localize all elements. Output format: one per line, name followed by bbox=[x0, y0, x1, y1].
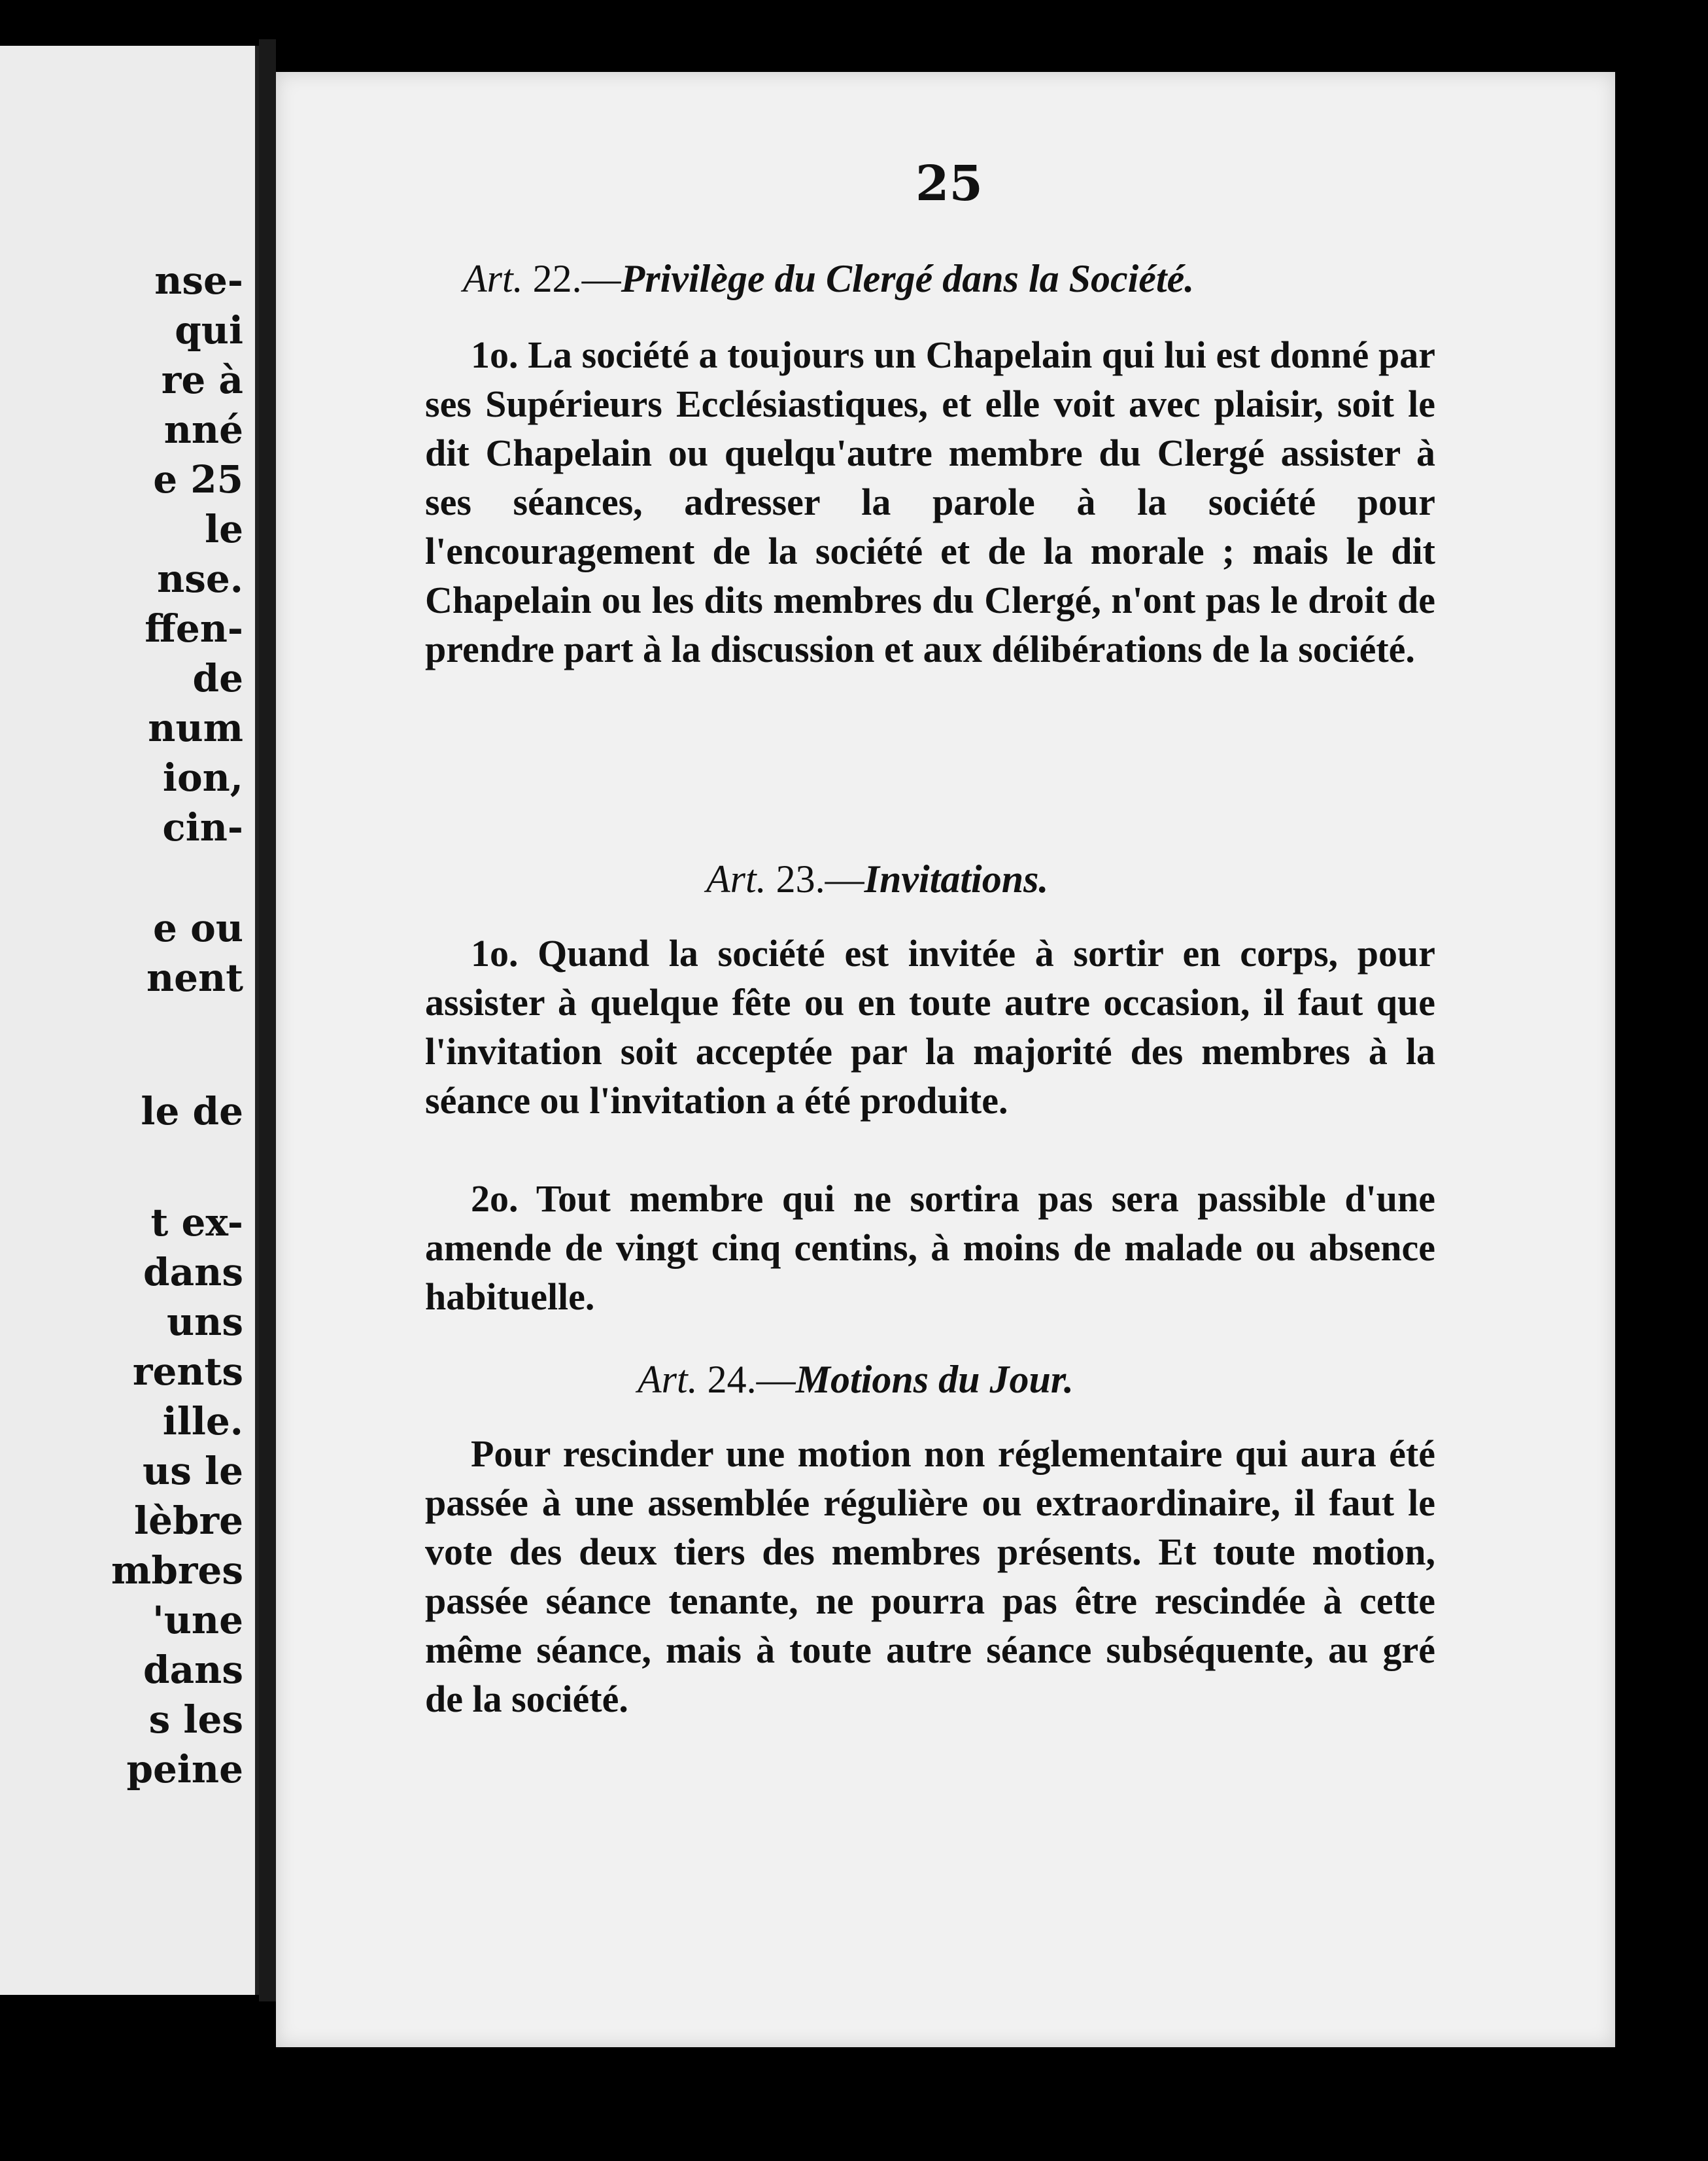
left-page-line: dans bbox=[143, 1250, 243, 1294]
article-label: Art. bbox=[638, 1358, 698, 1401]
left-page-line: rents bbox=[132, 1349, 243, 1394]
article-23-heading bbox=[706, 857, 1048, 902]
article-number: 23.— bbox=[776, 857, 864, 901]
left-page-line: e ou bbox=[153, 906, 243, 950]
left-page-line: uns bbox=[167, 1300, 243, 1344]
article-title: Privilège du Clergé dans la Société. bbox=[621, 257, 1195, 300]
left-page-line: us le bbox=[143, 1449, 243, 1493]
left-page-line: peine bbox=[126, 1747, 243, 1791]
left-page-line: qui bbox=[175, 308, 243, 353]
article-24-heading bbox=[638, 1357, 1074, 1402]
left-page-line: nent bbox=[146, 956, 243, 1000]
left-page-line: ion, bbox=[162, 755, 243, 800]
left-page-line: nse- bbox=[154, 258, 243, 303]
left-page-line: nné bbox=[163, 407, 243, 452]
left-page-fragment bbox=[0, 46, 259, 1995]
left-page-line: ffen- bbox=[145, 606, 243, 651]
article-title: Invitations. bbox=[864, 857, 1049, 901]
article-label: Art. bbox=[706, 857, 766, 901]
left-page-line: t ex- bbox=[150, 1200, 243, 1245]
left-page-line: dans bbox=[143, 1648, 243, 1692]
left-page-line: s les bbox=[148, 1697, 243, 1742]
left-page-line: le bbox=[205, 507, 243, 551]
left-page-line: nse. bbox=[157, 557, 243, 601]
article-23-paragraph-2: 2o. Tout membre qui ne sortira pas sera passible d'une amende de vingt cinq centins, à moins de malade ou absence habituelle. bbox=[425, 1177, 1435, 1318]
left-page-line: re à bbox=[161, 358, 243, 402]
book-gutter bbox=[259, 39, 276, 2001]
page-number: 25 bbox=[915, 156, 983, 212]
article-number: 24.— bbox=[707, 1358, 796, 1401]
article-23-paragraph-1: 1o. Quand la société est invitée à sortir en corps, pour assister à quelque fête ou en toute autre occasion, il faut que l'invitation soit acceptée par la majorité des membres à la séance ou l'invitation a été produite. bbox=[425, 932, 1435, 1122]
left-page-line: mbres bbox=[111, 1548, 243, 1593]
left-page-line: e 25 bbox=[153, 457, 243, 502]
article-title: Motions du Jour. bbox=[795, 1358, 1074, 1401]
article-label: Art. bbox=[463, 257, 523, 300]
left-page-line: num bbox=[148, 706, 243, 750]
article-number: 22.— bbox=[532, 257, 621, 300]
article-24-paragraph: Pour rescinder une motion non réglementaire qui aura été passée à une assemblée régulière ou extraordinaire, il faut le vote des deux tiers des membres présents. Et toute motion, passée séance tenante, ne pourra pas être rescindée à cette même séance, mais à toute autre séance subséquente, au gré de la société. bbox=[425, 1432, 1435, 1720]
article-22-paragraph: 1o. La société a toujours un Chapelain qui lui est donné par ses Supérieurs Ecclésiastiques, et elle voit avec plaisir, soit le dit Chapelain ou quelqu'autre membre du Clergé assister à ses séances, adresser la parole à la société pour l'encouragement de la société et de la morale ; mais le dit Chapelain ou les dits membres du Clergé, n'ont pas le droit de prendre part à la discussion et aux délibérations de la société. bbox=[425, 334, 1435, 670]
article-22-heading bbox=[463, 256, 1194, 302]
left-page-line: le de bbox=[141, 1089, 243, 1133]
left-page-line: cin- bbox=[162, 805, 243, 850]
left-page-line: de bbox=[192, 656, 243, 700]
left-page-line: ille. bbox=[162, 1399, 243, 1444]
left-page-line: lèbre bbox=[134, 1498, 243, 1543]
left-page-line: 'une bbox=[152, 1598, 243, 1642]
